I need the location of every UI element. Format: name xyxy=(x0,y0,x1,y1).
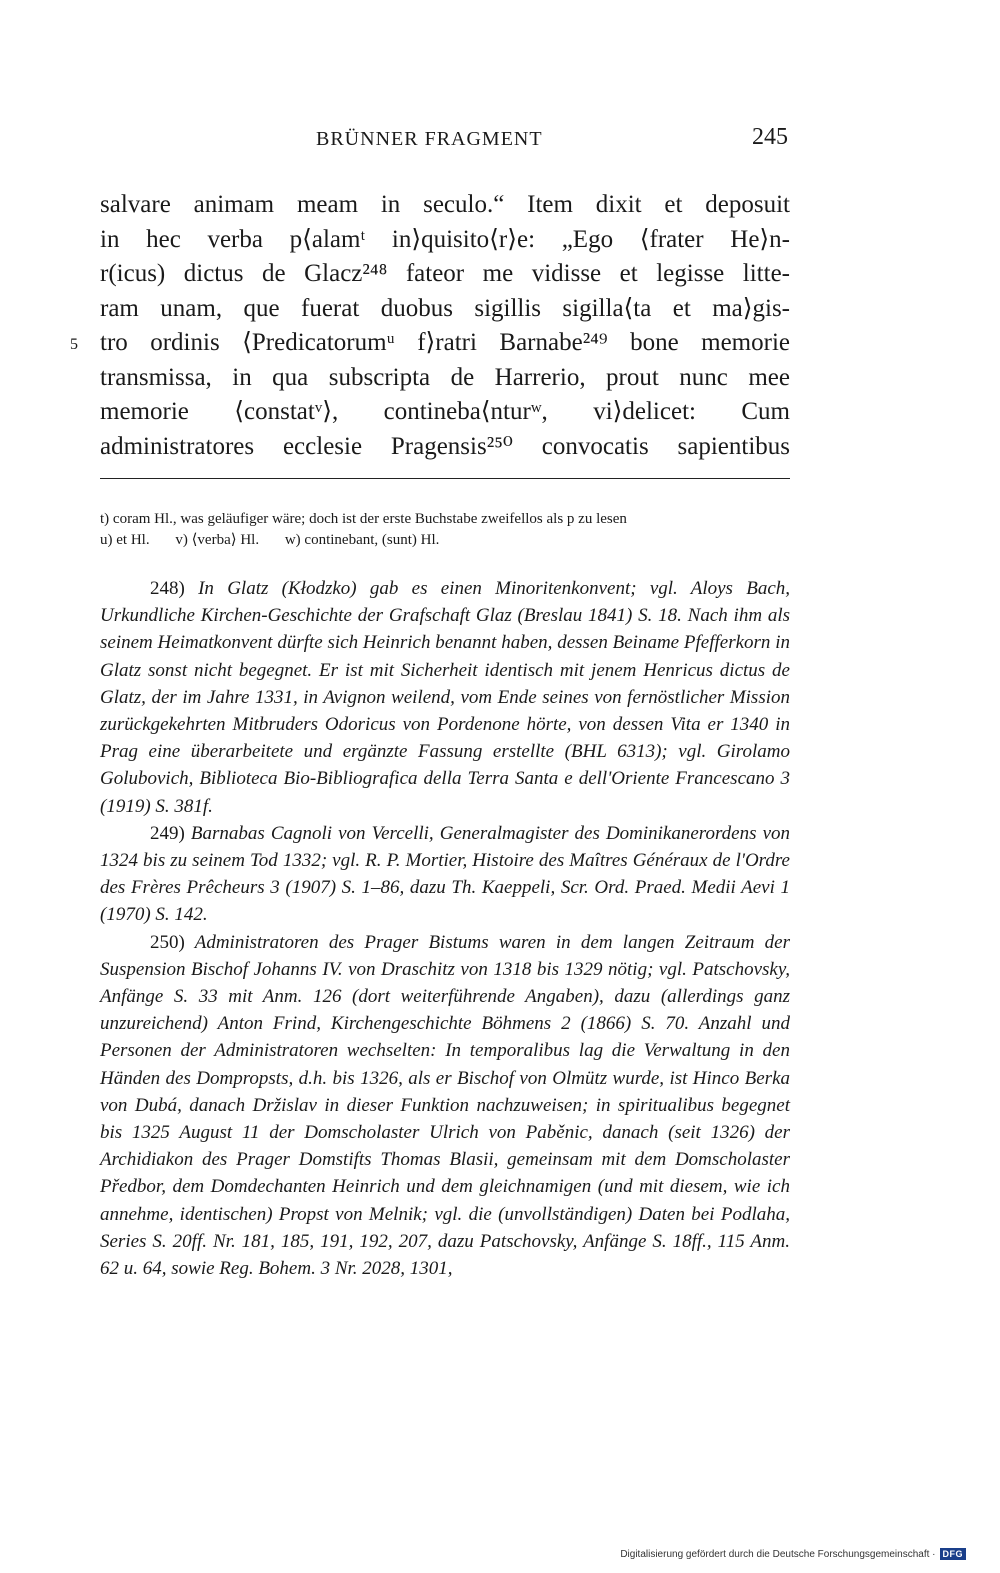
critical-apparatus xyxy=(100,509,790,551)
page-number: 245 xyxy=(752,124,788,150)
footer-text: Digitalisierung gefördert durch die Deutsche Forschungsgemeinschaft · xyxy=(620,1548,936,1560)
footnote-divider xyxy=(100,478,790,479)
footnote xyxy=(100,575,790,820)
apparatus-line xyxy=(100,530,790,551)
footnote-text: Administratoren des Prager Bistums waren in dem langen Zeitraum der Suspension Bischof Johanns IV. von Draschitz von 1318 bis 1329 nötig; vgl. Patschovsky, Anfänge S. 33 mit Anm. 126 (dort weiterführende Angaben), dazu (allerdings ganz unzureichend) Anton Frind, Kirchengeschichte Böhmens 2 (1866) S. 70. Anzahl und Personen der Administratoren wechselten: In temporalibus lag die Verwaltung in den Händen des Dompropsts, d.h. bis 1326, als er Bischof von Olmütz wurde, ist Hinco Berka von Dubá, danach Držislav in dieser Funktion nachzuweisen; in spiritualibus begegnet bis 1325 August 11 der Domscholaster Ulrich von Paběnic, danach (seit 1326) der Archidiakon des Prager Domstifts Thomas Blasii, gemeinsam mit dem Domscholaster Předbor, dem Domdechanten Heinrich und dem gleichnamigen (und mit diesem, wie ich annehme, identischen) Propst von Melnik; vgl. die (unvollständigen) Daten bei Podlaha, Series S. 20ff. Nr. 181, 185, 191, 192, 207, dazu Patschovsky, Anfänge S. 18ff., 115 Anm. 62 u. 64, sowie Reg. Bohem. 3 Nr. 2028, 1301, xyxy=(100,931,790,1280)
main-text-line: tro ordinis ⟨Predicatorumᵘ f⟩ratri Barnabe²⁴⁹ bone memorie xyxy=(100,329,790,356)
main-text-line: transmissa, in qua subscripta de Harrerio, prout nunc mee xyxy=(100,363,790,391)
apparatus-item: w) continebant, (sunt) Hl. xyxy=(284,532,440,548)
line-number: 5 xyxy=(70,336,78,353)
footnote-text: In Glatz (Kłodzko) gab es einen Minoritenkonvent; vgl. Aloys Bach, Urkundliche Kirchen-Geschichte der Grafschaft Glaz (Breslau 1841) S. 18. Nach ihm als seinem Heimatkonvent dürfte sich Heinrich benannt haben, dessen Beiname Pfefferkorn in Glatz sonst nicht begegnet. Er ist mit Sicherheit identisch mit jenem Henricus dictus de Glatz, der im Jahre 1331, in Avignon weilend, vom Ende seines von fernöstlicher Mission zurückgekehrten Mitbruders Odoricus von Pordenone hörte, von dessen Vita er 1340 in Prag eine überarbeitete und ergänzte Fassung erstellte (BHL 6313); vgl. Girolamo Golubovich, Biblioteca Bio-Bibliografica della Terra Santa e dell'Oriente Francescano 3 (1919) S. 381f. xyxy=(100,578,791,817)
footnote-number: 249) xyxy=(150,822,185,844)
apparatus-item: u) et Hl. xyxy=(100,532,150,548)
footnote xyxy=(100,929,790,1283)
footnote-number: 250) xyxy=(150,931,185,953)
main-text-line: ram unam, que fuerat duobus sigillis sigilla⟨ta et ma⟩gis- xyxy=(100,294,790,322)
apparatus-item: v) ⟨verba⟩ Hl. xyxy=(175,532,260,548)
footnotes xyxy=(100,575,790,1282)
dfg-logo: DFG xyxy=(940,1548,967,1560)
main-text-line: administratores ecclesie Pragensis²⁵⁰ convocatis sapientibus xyxy=(100,432,790,460)
main-text xyxy=(70,188,790,464)
main-text-line: memorie ⟨constatᵛ⟩, contineba⟨nturʷ, vi⟩delicet: Cum xyxy=(100,398,790,425)
footnote-text: Barnabas Cagnoli von Vercelli, Generalmagister des Dominikanerordens von 1324 bis zu seinem Tod 1332; vgl. R. P. Mortier, Histoire des Maîtres Généraux de l'Ordre des Frères Prêcheurs 3 (1907) S. 1–86, dazu Th. Kaeppeli, Scr. Ord. Praed. Medii Aevi 1 (1970) S. 142. xyxy=(100,822,790,926)
footnote xyxy=(100,820,790,929)
apparatus-line: t) coram Hl., was geläufiger wäre; doch ist der erste Buchstabe zweifellos als p zu lesen xyxy=(100,511,627,527)
main-text-line: r(icus) dictus de Glacz²⁴⁸ fateor me vidisse et legisse litte- xyxy=(100,260,790,287)
main-text-line: in hec verba p⟨alamᵗ in⟩quisito⟨r⟩e: „Ego ⟨frater He⟩n- xyxy=(100,225,790,253)
digitization-footer xyxy=(620,1548,966,1560)
main-text-line-wrapper xyxy=(70,326,790,361)
running-head: BRÜNNER FRAGMENT xyxy=(316,128,543,150)
footnote-number: 248) xyxy=(150,578,185,599)
main-text-line: salvare animam meam in seculo.“ Item dixit et deposuit xyxy=(100,191,790,218)
